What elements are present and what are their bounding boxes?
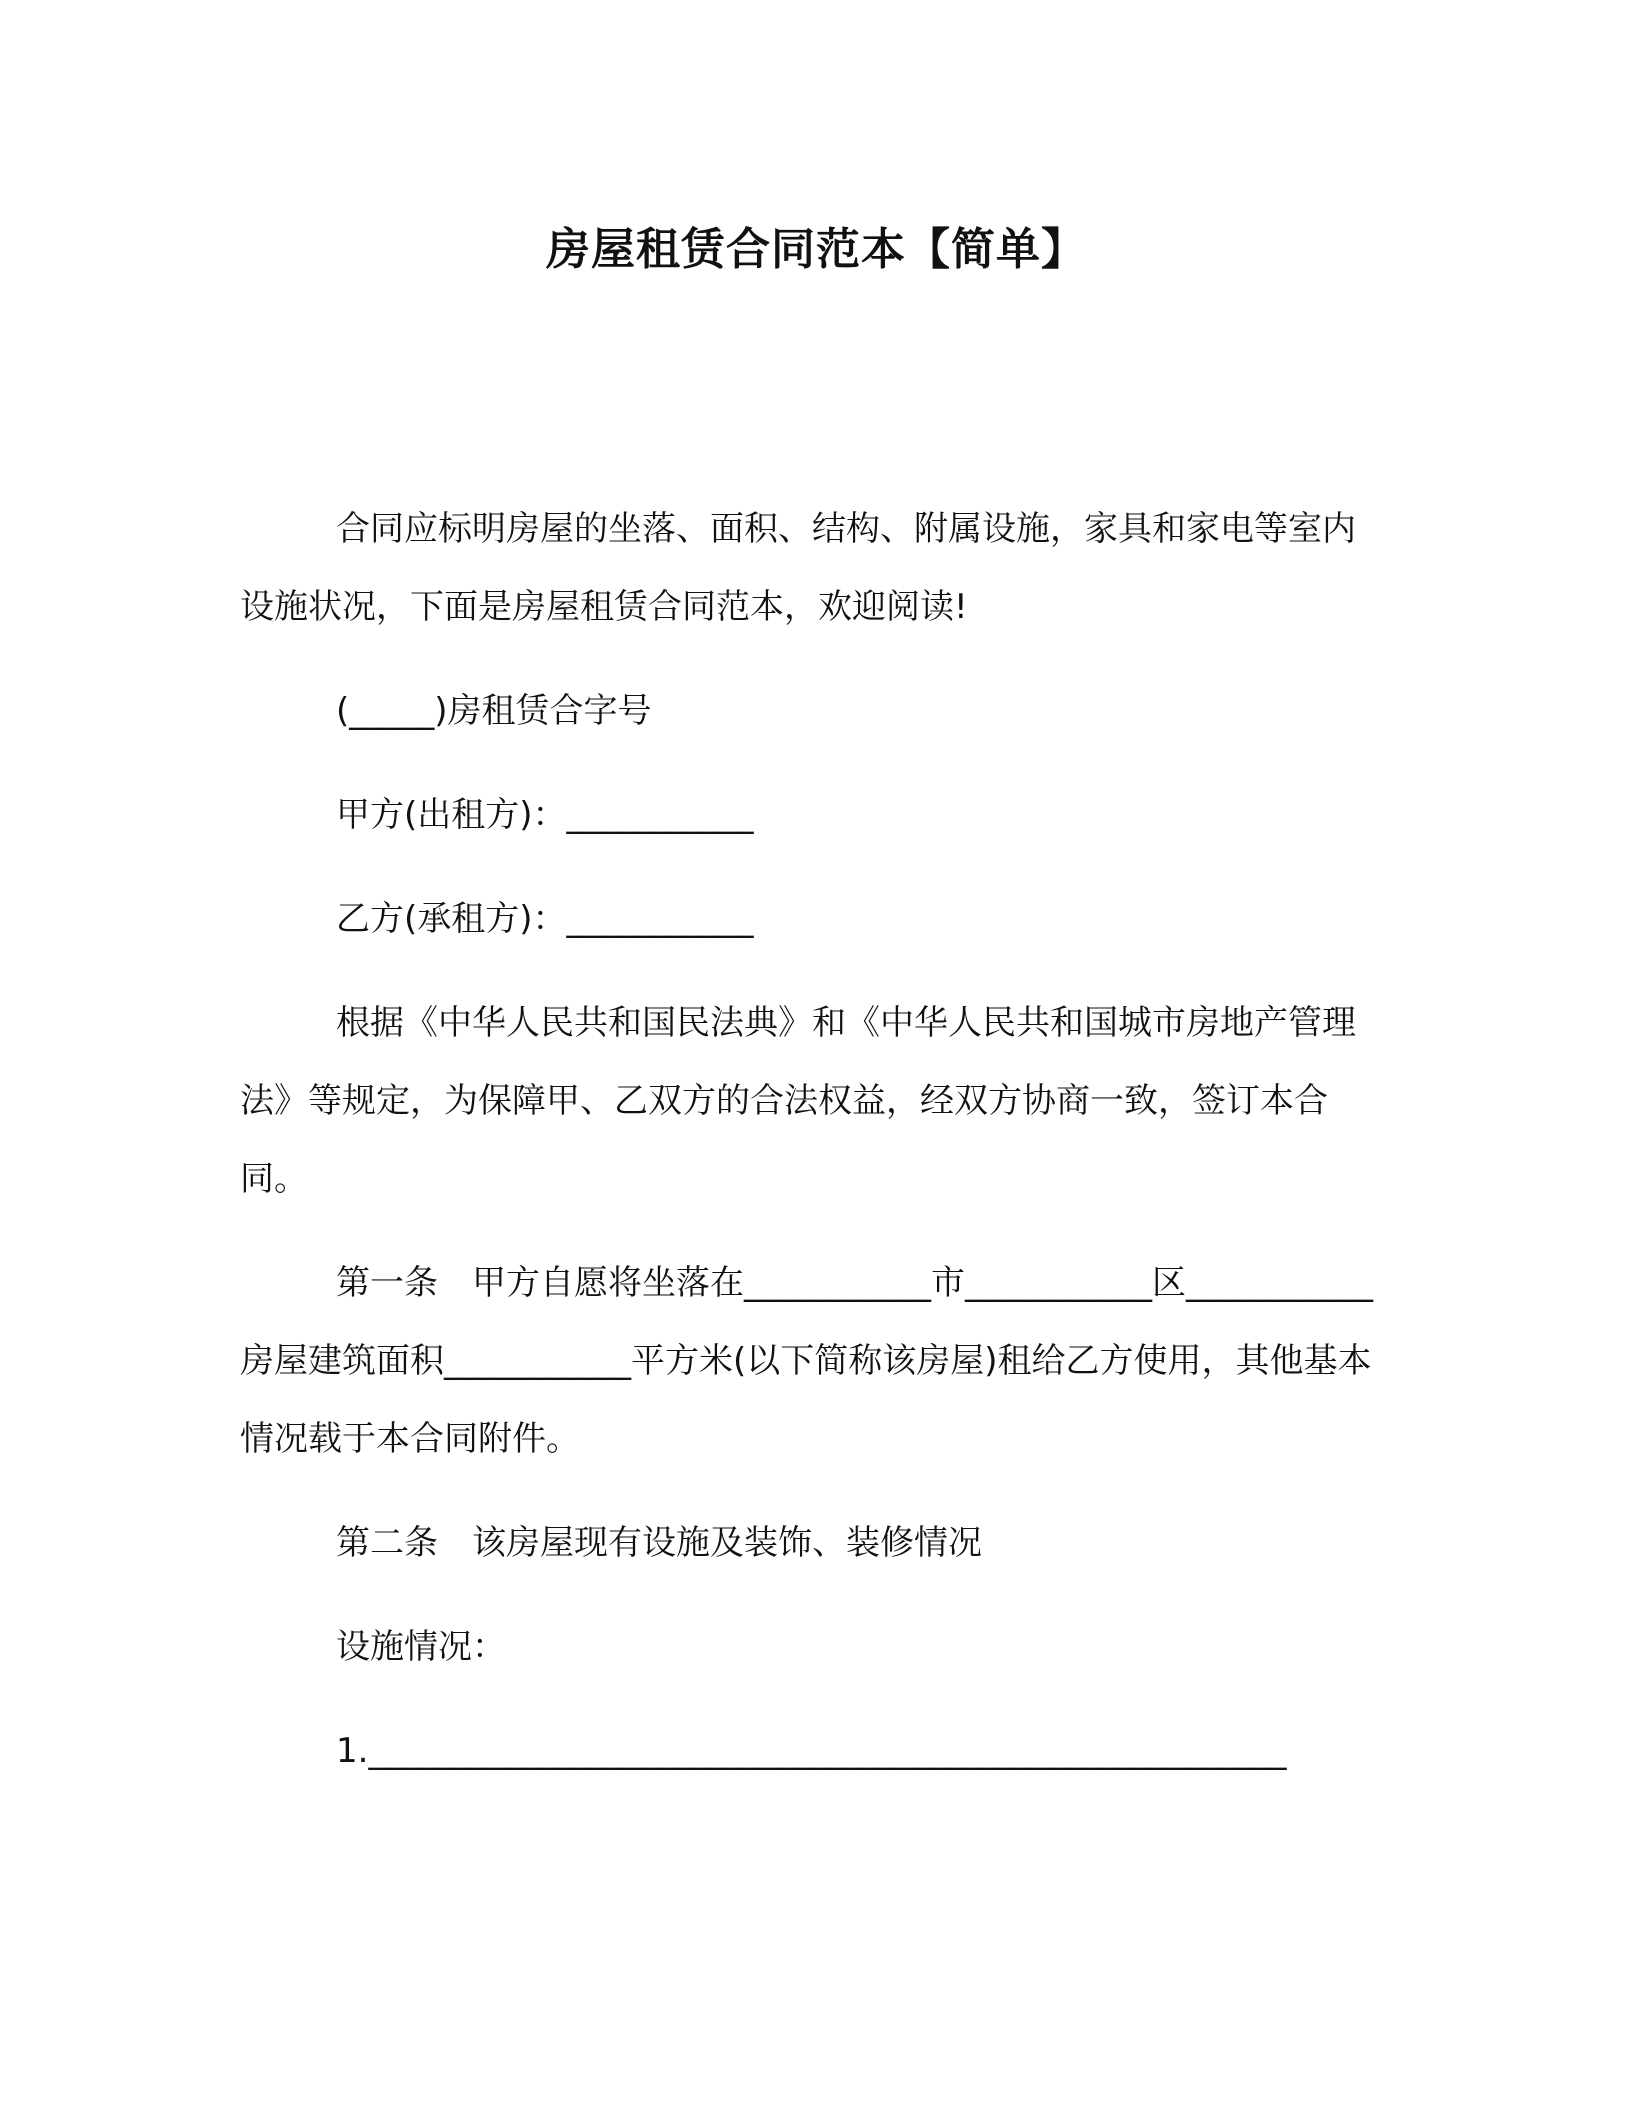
facilities-item-1: 1.______________________________________________________ [336,1731,1287,1771]
intro-paragraph: 合同应标明房屋的坐落、面积、结构、附属设施，家具和家电等室内设施状况，下面是房屋租赁合同范本，欢迎阅读! [240,509,1356,627]
document-title: 房屋租赁合同范本【简单】 [546,224,1086,275]
facilities-label: 设施情况： [336,1627,506,1667]
party-b-line: 乙方(承租方)：___________ [336,899,754,939]
document-body [240,490,1376,1816]
article-1-paragraph: 第一条 甲方自愿将坐落在___________市___________区___________房屋建筑面积___________平方米(以下简称该房屋)租给乙方使用，其他基本情况载于本合同附件。 [240,1263,1373,1459]
article-2-heading: 第二条 该房屋现有设施及装饰、装修情况 [336,1523,982,1563]
legal-basis-paragraph: 根据《中华人民共和国民法典》和《中华人民共和国城市房地产管理法》等规定，为保障甲、乙双方的合法权益，经双方协商一致，签订本合同。 [240,1003,1356,1199]
contract-number-line: (_____)房租赁合字号 [336,691,652,731]
party-a-line: 甲方(出租方)：___________ [336,795,754,835]
